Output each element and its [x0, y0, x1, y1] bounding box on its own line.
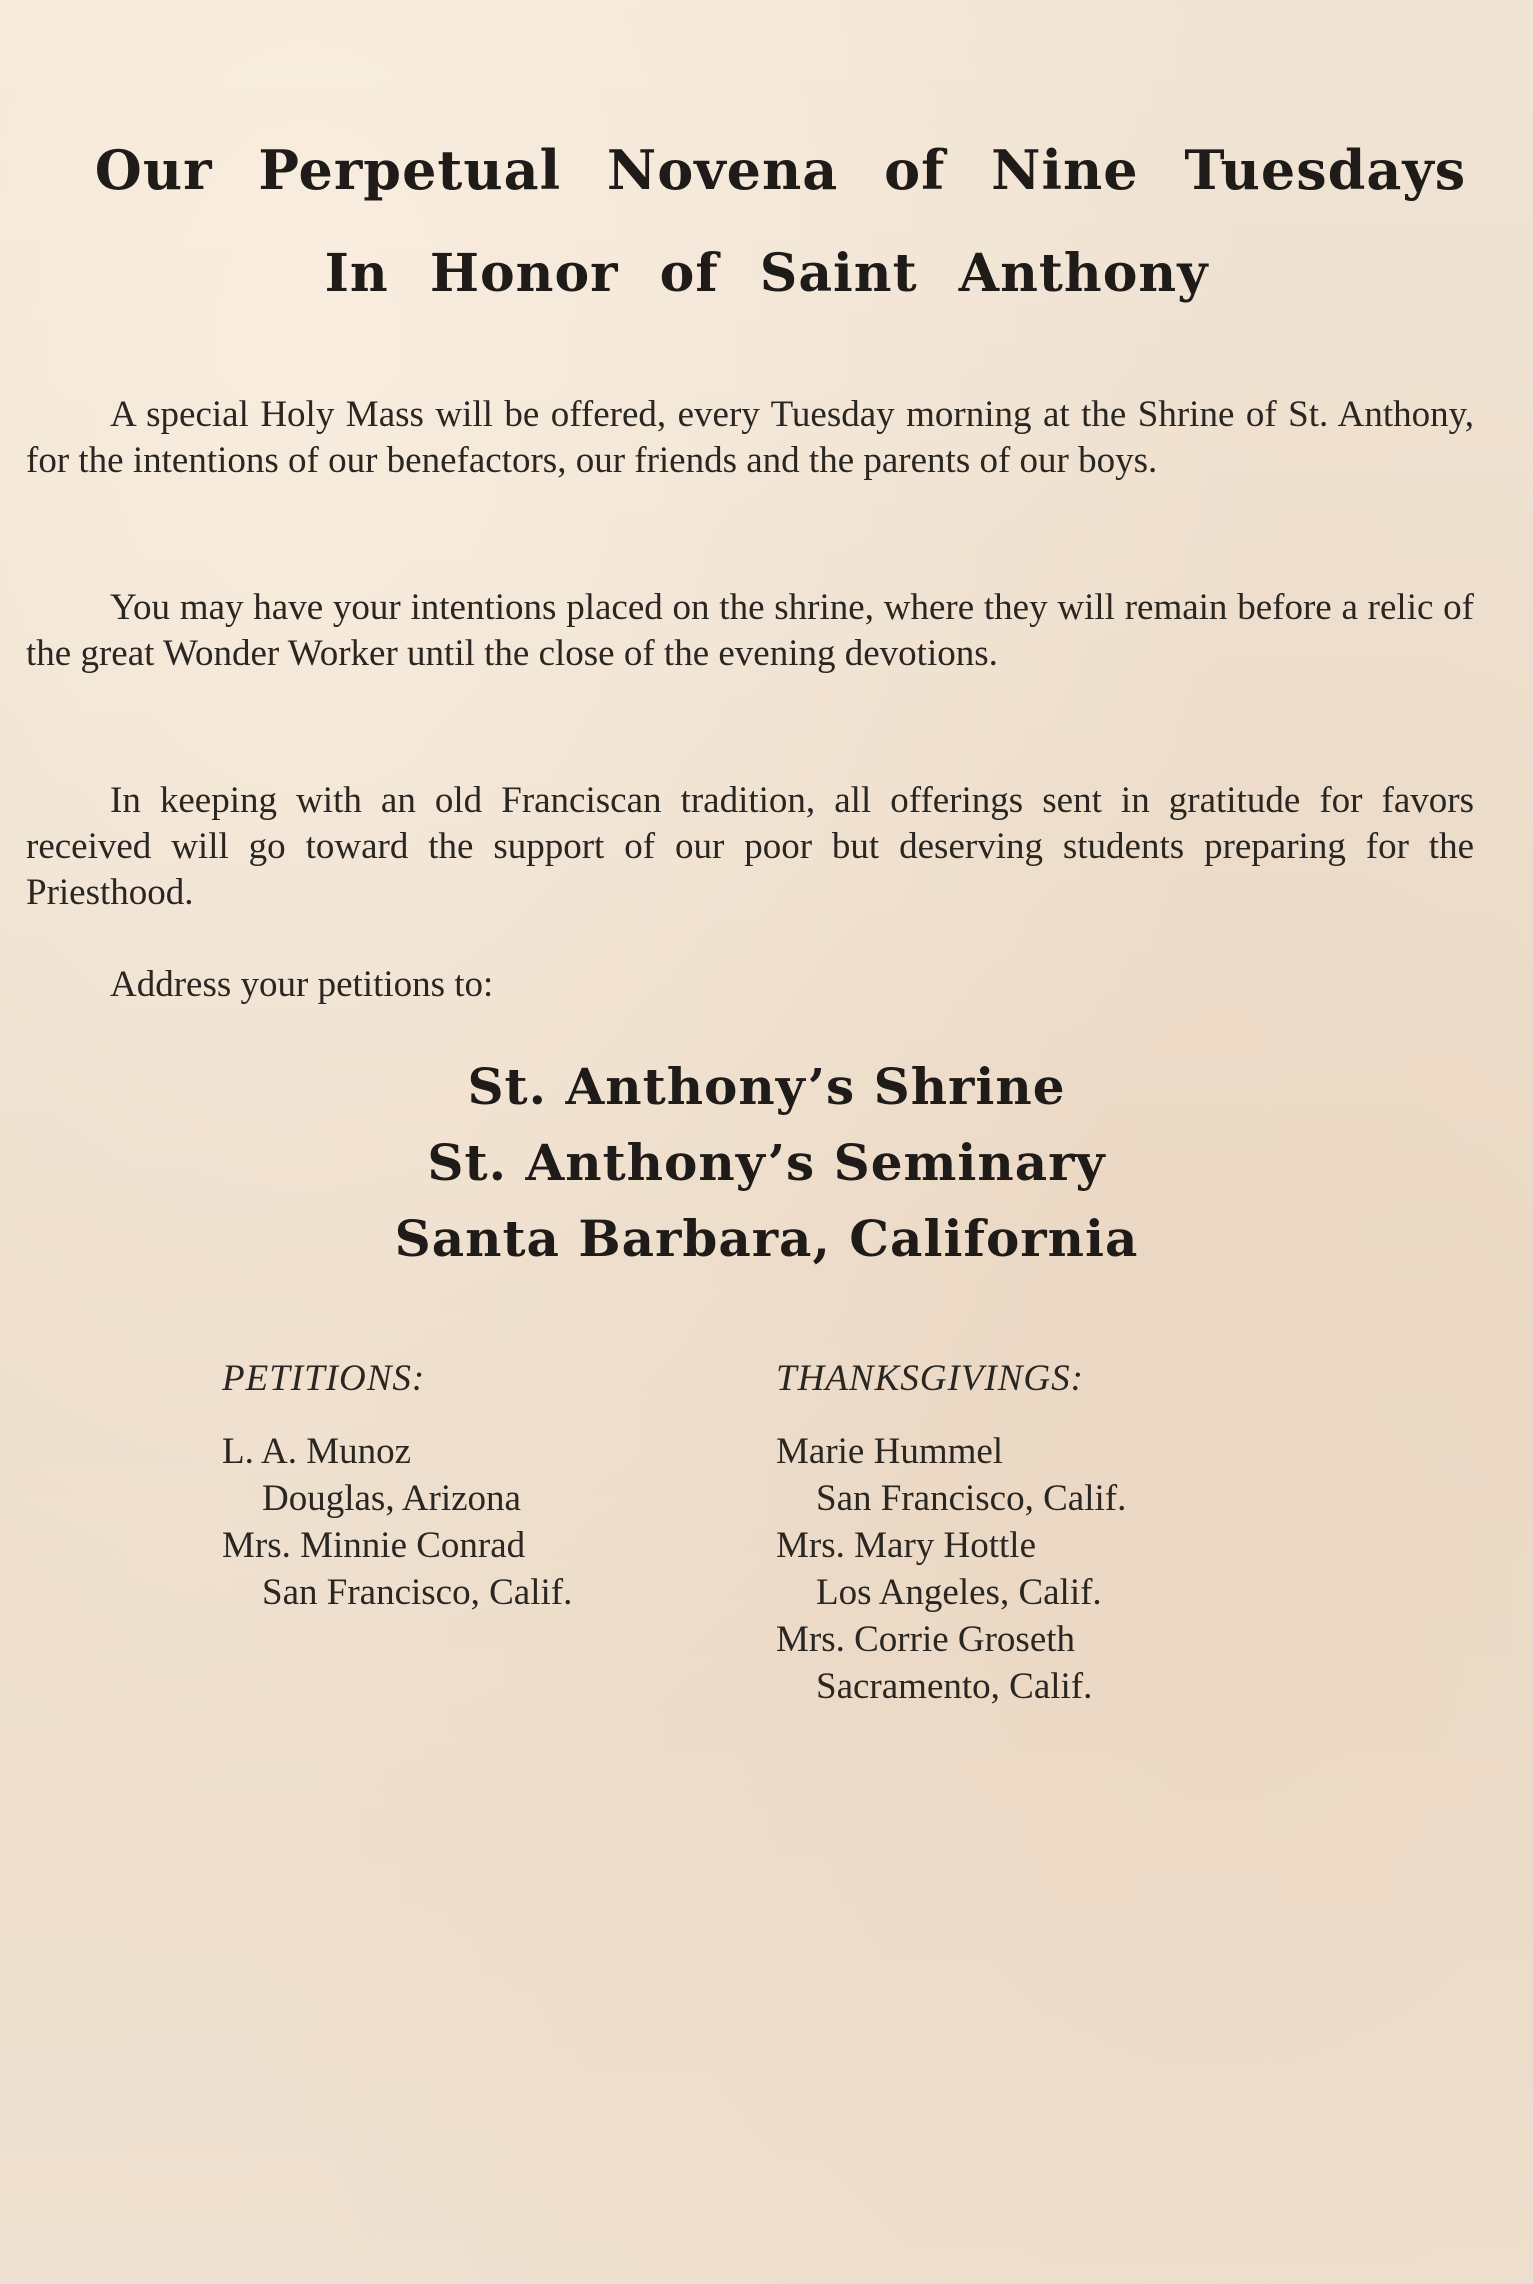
thanksgiving-name: Marie Hummel [776, 1431, 1004, 1472]
paragraph-offerings: In keeping with an old Franciscan tradition, all offerings sent in gratitude for favors received will go toward the support of our poor but deserving students preparing for the Priesthood. [26, 780, 1474, 913]
paragraph-intentions: You may have your intentions placed on the shrine, where they will remain before a relic of the great Wonder Worker until the close of the evening devotions. [26, 587, 1474, 674]
thanksgiving-place: Sacramento, Calif. [816, 1666, 1093, 1707]
address-line-city: Santa Barbara, California [394, 1209, 1139, 1268]
thanksgiving-entry [776, 1428, 1336, 1522]
thanksgivings-column [776, 1355, 1336, 1710]
page-subtitle: In Honor of Saint Anthony [324, 243, 1209, 304]
petition-name: L. A. Munoz [222, 1431, 412, 1472]
thanksgiving-entry [776, 1522, 1336, 1616]
petition-entry [222, 1428, 742, 1522]
thanksgivings-heading: THANKSGIVINGS: [776, 1358, 1084, 1399]
thanksgiving-name: Mrs. Mary Hottle [776, 1525, 1036, 1566]
petitions-heading: PETITIONS: [222, 1358, 426, 1399]
petitions-column [222, 1355, 742, 1616]
petition-place: Douglas, Arizona [262, 1478, 521, 1519]
paragraph-address-intro: Address your petitions to: [110, 964, 494, 1005]
thanksgiving-place: Los Angeles, Calif. [816, 1572, 1102, 1613]
petition-name: Mrs. Minnie Conrad [222, 1525, 526, 1566]
page-title: Our Perpetual Novena of Nine Tuesdays [94, 138, 1467, 202]
petition-entry [222, 1522, 742, 1616]
address-line-shrine: St. Anthony’s Shrine [467, 1057, 1066, 1116]
petition-place: San Francisco, Calif. [262, 1572, 573, 1613]
thanksgiving-place: San Francisco, Calif. [816, 1478, 1127, 1519]
address-line-seminary: St. Anthony’s Seminary [427, 1133, 1106, 1192]
paragraph-holy-mass: A special Holy Mass will be offered, every Tuesday morning at the Shrine of St. Anthony, for the intentions of our benefactors, our friends and the parents of our boys. [26, 394, 1474, 481]
thanksgiving-entry [776, 1616, 1336, 1710]
thanksgiving-name: Mrs. Corrie Groseth [776, 1619, 1076, 1660]
